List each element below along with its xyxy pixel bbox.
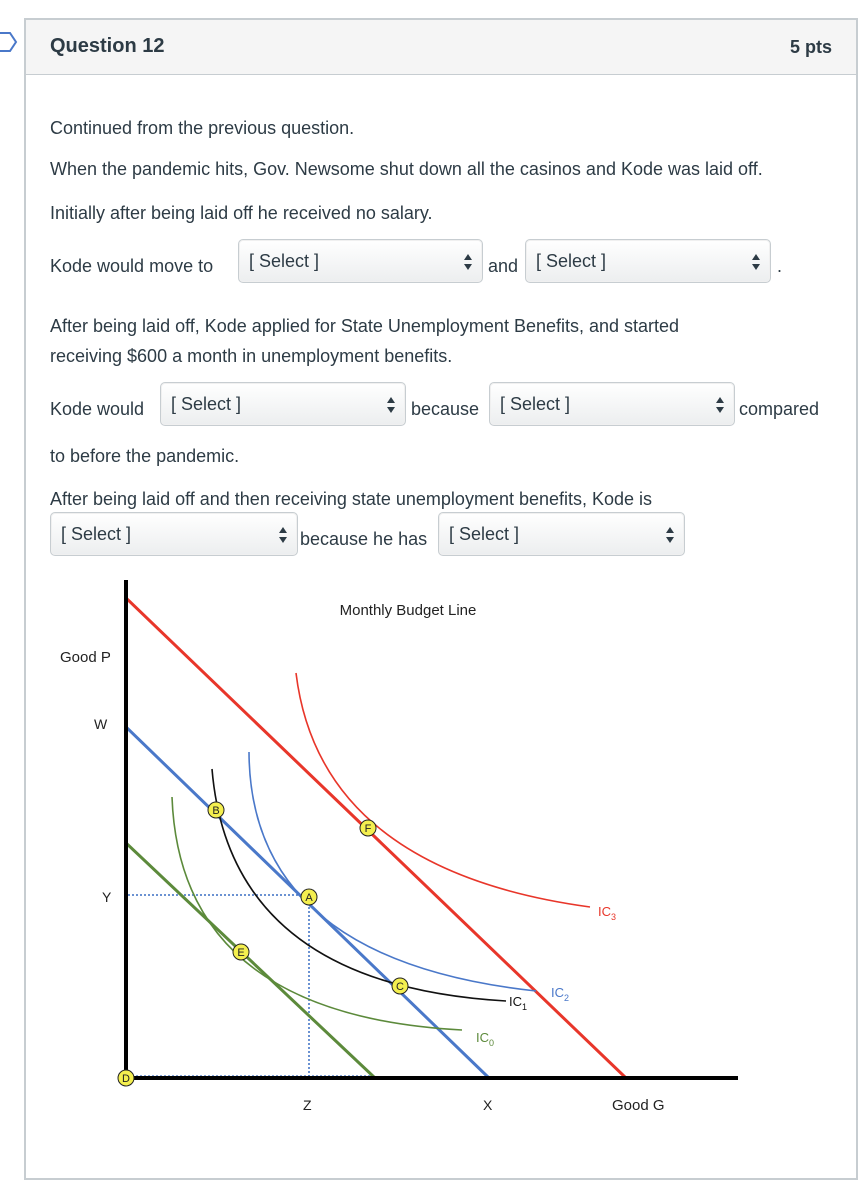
svg-text:F: F — [364, 823, 372, 835]
label-ic1: $IC_1$ — [509, 994, 528, 1012]
select-value: [ Select ] — [61, 524, 132, 544]
point-f — [360, 820, 376, 836]
x-tick-z: Z — [303, 1097, 312, 1113]
point-b — [208, 802, 224, 818]
s2-because: because — [411, 399, 480, 419]
curve-ic3 — [296, 673, 590, 907]
point-d — [118, 1070, 134, 1086]
svg-text:E: E — [237, 947, 245, 959]
s1-and: and — [488, 256, 519, 276]
select-value: [ Select ] — [500, 394, 571, 414]
question-title: Question 12 — [50, 35, 165, 57]
select-value: [ Select ] — [171, 394, 242, 414]
text-before-pandemic: to before the pandemic. — [50, 446, 240, 466]
graph-title: Monthly Budget Line — [339, 602, 477, 619]
point-a — [301, 889, 317, 905]
x-axis-label: Good G — [612, 1097, 665, 1114]
s1-before: Kode would move to — [50, 256, 214, 276]
y-tick-w: W — [94, 716, 108, 732]
svg-text:D: D — [122, 1073, 130, 1085]
budget-line-green — [126, 843, 375, 1078]
point-e — [233, 944, 249, 960]
x-tick-x: X — [483, 1097, 493, 1113]
label-ic2: $IC_2$ — [551, 985, 570, 1003]
svg-text:B: B — [212, 805, 220, 817]
svg-text:A: A — [305, 892, 313, 904]
text-no-salary: Initially after being laid off he received no salary. — [50, 203, 433, 223]
text-applied: After being laid off, Kode applied for State Unemployment Benefits, and started — [50, 316, 680, 336]
select-value: [ Select ] — [536, 251, 607, 271]
text-after-benefits: After being laid off and then receiving state unemployment benefits, Kode is — [50, 489, 653, 509]
text-pandemic: When the pandemic hits, Gov. Newsome shut down all the casinos and Kode was laid off. — [50, 159, 763, 179]
s2-compared: compared — [739, 399, 820, 419]
svg-text:C: C — [396, 981, 404, 993]
text-continued: Continued from the previous question. — [50, 118, 355, 138]
budget-line-red — [126, 598, 626, 1078]
label-ic0: $IC_0$ — [476, 1030, 495, 1048]
s3-because-he-has: because he has — [300, 529, 428, 549]
text-receiving: receiving $600 a month in unemployment benefits. — [50, 346, 453, 366]
question-points: 5 pts — [789, 37, 832, 57]
s2-before: Kode would — [50, 399, 145, 419]
label-ic3: $IC_3$ — [598, 904, 617, 922]
select-value: [ Select ] — [249, 251, 320, 271]
point-c — [392, 978, 408, 994]
select-value: [ Select ] — [449, 524, 520, 544]
s1-period: . — [777, 256, 783, 276]
y-axis-label: Good P — [60, 649, 111, 666]
y-tick-y: Y — [102, 889, 112, 905]
curve-ic2 — [249, 752, 536, 991]
